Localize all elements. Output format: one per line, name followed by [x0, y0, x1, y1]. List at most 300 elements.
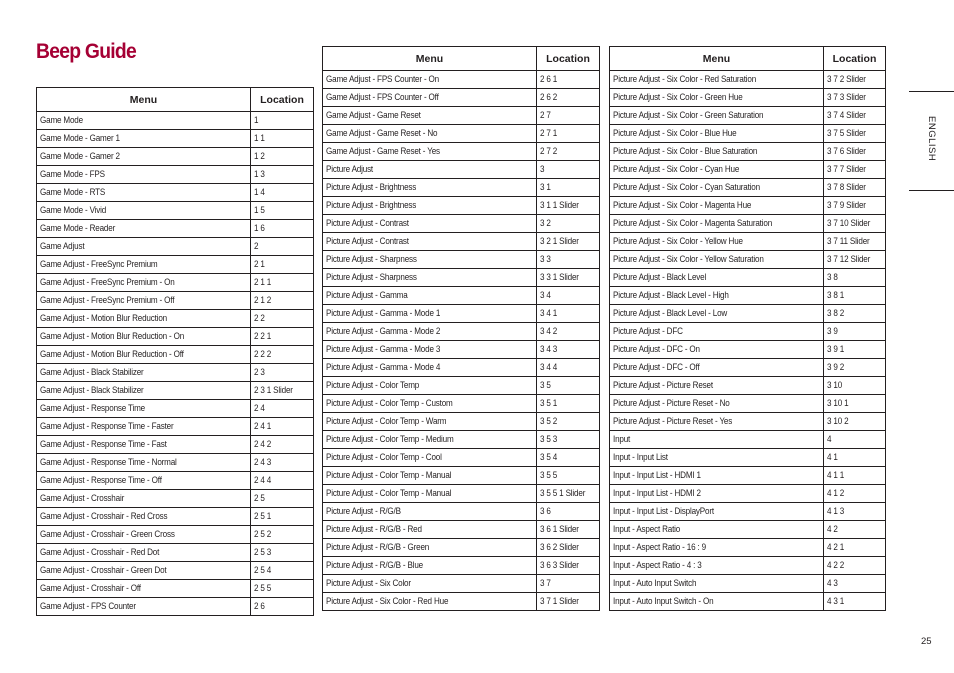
table-row — [37, 544, 314, 562]
table-row — [323, 287, 600, 305]
location-cell — [537, 503, 600, 521]
location-cell-text: 3 6 2 Slider — [540, 542, 579, 552]
location-cell — [537, 287, 600, 305]
menu-cell-text: Picture Adjust - Picture Reset - Yes — [613, 416, 733, 426]
location-cell-text: 2 2 1 — [254, 331, 272, 341]
location-cell-text: 2 1 — [254, 259, 265, 269]
location-cell-text: 3 7 — [540, 578, 551, 588]
location-cell — [537, 377, 600, 395]
menu-cell-text: Game Mode - Vivid — [40, 205, 107, 215]
menu-cell-text: Picture Adjust - Six Color - Magenta Saturation — [613, 218, 773, 228]
menu-cell-text: Picture Adjust - Color Temp — [326, 380, 420, 390]
location-cell — [251, 580, 314, 598]
menu-cell-text: Picture Adjust - Color Temp - Manual — [326, 488, 452, 498]
location-cell-text: 3 7 6 Slider — [827, 146, 866, 156]
table-row — [323, 575, 600, 593]
location-cell — [251, 598, 314, 616]
location-cell — [251, 544, 314, 562]
menu-cell-text: Picture Adjust - Black Level - High — [613, 290, 729, 300]
menu-cell-text: Picture Adjust - Six Color — [326, 578, 411, 588]
location-cell — [824, 557, 886, 575]
table-row — [610, 557, 886, 575]
table-row — [37, 580, 314, 598]
table-row — [610, 89, 886, 107]
table-row — [37, 112, 314, 130]
table-row — [37, 598, 314, 616]
location-cell — [537, 71, 600, 89]
menu-cell — [37, 130, 251, 148]
menu-cell — [37, 166, 251, 184]
menu-cell-text: Picture Adjust - Color Temp - Warm — [326, 416, 447, 426]
table-row — [37, 256, 314, 274]
location-cell-text: 3 4 1 — [540, 308, 558, 318]
location-cell — [537, 215, 600, 233]
menu-cell — [323, 197, 537, 215]
menu-cell-text: Input - Input List - DisplayPort — [613, 506, 714, 516]
location-cell — [251, 184, 314, 202]
location-cell-text: 2 5 4 — [254, 565, 272, 575]
location-column-header: Location — [824, 47, 886, 71]
menu-cell-text: Picture Adjust - Gamma - Mode 3 — [326, 344, 441, 354]
menu-cell-text: Picture Adjust - Color Temp - Manual — [326, 470, 452, 480]
location-cell-text: 3 6 — [540, 506, 551, 516]
location-cell-text: 2 — [254, 241, 259, 251]
menu-cell — [37, 274, 251, 292]
location-cell — [251, 418, 314, 436]
location-cell — [537, 179, 600, 197]
menu-cell-text: Game Mode - RTS — [40, 187, 106, 197]
menu-cell-text: Game Mode - Gamer 1 — [40, 133, 120, 143]
menu-cell-text: Picture Adjust - Six Color - Cyan Hue — [613, 164, 740, 174]
table-row — [323, 413, 600, 431]
location-cell — [537, 251, 600, 269]
location-cell — [537, 449, 600, 467]
menu-cell — [37, 202, 251, 220]
location-cell-text: 3 5 — [540, 380, 551, 390]
table-row — [323, 161, 600, 179]
location-cell-text: 3 7 8 Slider — [827, 182, 866, 192]
menu-cell-text: Picture Adjust - Sharpness — [326, 272, 417, 282]
table-row — [37, 436, 314, 454]
location-cell-text: 3 7 10 Slider — [827, 218, 871, 228]
menu-column-header: Menu — [323, 47, 537, 71]
menu-cell — [323, 89, 537, 107]
menu-cell-text: Picture Adjust - Color Temp - Cool — [326, 452, 442, 462]
location-cell-text: 3 7 5 Slider — [827, 128, 866, 138]
menu-cell — [610, 521, 824, 539]
location-cell — [251, 382, 314, 400]
table-header-row — [37, 88, 314, 112]
location-cell — [537, 107, 600, 125]
menu-cell — [610, 539, 824, 557]
location-cell-text: 3 10 1 — [827, 398, 849, 408]
location-cell-text: 4 2 — [827, 524, 838, 534]
location-cell — [537, 305, 600, 323]
location-cell — [824, 125, 886, 143]
location-cell — [251, 112, 314, 130]
location-cell-text: 3 7 2 Slider — [827, 74, 866, 84]
page-title: Beep Guide — [36, 40, 137, 63]
location-cell — [251, 364, 314, 382]
menu-cell-text: Picture Adjust - Six Color - Magenta Hue — [613, 200, 752, 210]
location-cell-text: 3 2 — [540, 218, 551, 228]
menu-cell-text: Input - Auto Input Switch — [613, 578, 697, 588]
table-row — [37, 490, 314, 508]
language-side-label: ENGLISH — [926, 116, 937, 162]
location-cell-text: 2 5 5 — [254, 583, 272, 593]
menu-cell — [323, 143, 537, 161]
location-cell — [251, 130, 314, 148]
location-cell — [537, 539, 600, 557]
menu-cell — [37, 472, 251, 490]
location-cell-text: 3 5 5 — [540, 470, 558, 480]
location-cell-text: 1 2 — [254, 151, 265, 161]
location-cell — [824, 431, 886, 449]
location-cell-text: 4 2 2 — [827, 560, 845, 570]
menu-cell — [610, 143, 824, 161]
menu-cell-text: Game Adjust - FreeSync Premium - On — [40, 277, 175, 287]
location-cell — [537, 125, 600, 143]
table-row — [610, 125, 886, 143]
menu-cell — [323, 161, 537, 179]
menu-cell-text: Game Adjust - FPS Counter — [40, 601, 136, 611]
table-row — [323, 89, 600, 107]
menu-cell — [610, 431, 824, 449]
location-cell-text: 3 5 4 — [540, 452, 558, 462]
menu-cell-text: Game Adjust — [40, 241, 85, 251]
location-cell — [537, 269, 600, 287]
menu-cell-text: Picture Adjust - Contrast — [326, 218, 409, 228]
location-cell-text: 3 5 1 — [540, 398, 558, 408]
table-row — [37, 346, 314, 364]
location-cell-text: 4 1 2 — [827, 488, 845, 498]
menu-cell-text: Picture Adjust - Six Color - Green Hue — [613, 92, 743, 102]
menu-cell-text: Picture Adjust - Six Color - Yellow Hue — [613, 236, 743, 246]
menu-cell — [323, 287, 537, 305]
table-row — [37, 148, 314, 166]
location-cell — [251, 148, 314, 166]
location-cell-text: 3 4 3 — [540, 344, 558, 354]
location-cell-text: 3 3 — [540, 254, 551, 264]
location-cell — [824, 161, 886, 179]
location-cell-text: 3 5 5 1 Slider — [540, 488, 586, 498]
location-cell-text: 1 3 — [254, 169, 265, 179]
table-row — [323, 197, 600, 215]
table-row — [323, 305, 600, 323]
location-cell-text: 2 6 1 — [540, 74, 558, 84]
menu-cell-text: Picture Adjust - Six Color - Cyan Saturation — [613, 182, 760, 192]
location-cell — [824, 359, 886, 377]
menu-cell-text: Game Adjust - Game Reset — [326, 110, 421, 120]
location-cell-text: 4 3 — [827, 578, 838, 588]
location-cell — [251, 220, 314, 238]
menu-cell — [610, 575, 824, 593]
table-row — [610, 485, 886, 503]
menu-cell-text: Game Mode - Reader — [40, 223, 116, 233]
table-row — [610, 539, 886, 557]
location-cell-text: 3 3 1 Slider — [540, 272, 579, 282]
menu-cell — [323, 305, 537, 323]
location-cell-text: 1 6 — [254, 223, 265, 233]
menu-column-header: Menu — [37, 88, 251, 112]
menu-cell-text: Picture Adjust - Color Temp - Medium — [326, 434, 454, 444]
location-cell — [251, 328, 314, 346]
location-cell-text: 3 10 — [827, 380, 843, 390]
location-cell-text: 2 7 2 — [540, 146, 558, 156]
menu-cell — [610, 269, 824, 287]
menu-cell-text: Game Adjust - Game Reset - Yes — [326, 146, 440, 156]
table-row — [323, 215, 600, 233]
menu-cell — [323, 413, 537, 431]
menu-cell-text: Picture Adjust - Contrast — [326, 236, 409, 246]
table-row — [37, 292, 314, 310]
table-row — [610, 341, 886, 359]
table-row — [610, 323, 886, 341]
table-row — [610, 431, 886, 449]
menu-cell — [323, 125, 537, 143]
beep-guide-table-2 — [322, 46, 600, 611]
location-cell — [537, 413, 600, 431]
beep-guide-table-1 — [36, 87, 314, 616]
menu-cell-text: Game Adjust - Response Time — [40, 403, 145, 413]
location-column-header: Location — [537, 47, 600, 71]
menu-cell-text: Input - Input List - HDMI 2 — [613, 488, 701, 498]
location-cell-text: 4 1 1 — [827, 470, 845, 480]
table-row — [610, 413, 886, 431]
location-cell — [537, 143, 600, 161]
location-cell-text: 2 5 — [254, 493, 265, 503]
menu-cell — [323, 233, 537, 251]
menu-cell — [610, 323, 824, 341]
location-cell — [824, 467, 886, 485]
menu-cell-text: Game Adjust - FPS Counter - Off — [326, 92, 439, 102]
table-row — [37, 328, 314, 346]
menu-cell — [610, 71, 824, 89]
menu-cell-text: Picture Adjust - Six Color - Blue Hue — [613, 128, 737, 138]
menu-cell — [323, 107, 537, 125]
menu-cell — [37, 184, 251, 202]
menu-cell-text: Game Adjust - Motion Blur Reduction — [40, 313, 167, 323]
location-cell-text: 3 8 2 — [827, 308, 845, 318]
menu-cell-text: Picture Adjust - R/G/B — [326, 506, 401, 516]
menu-cell — [37, 220, 251, 238]
location-cell — [251, 436, 314, 454]
location-cell — [251, 310, 314, 328]
menu-cell-text: Picture Adjust - Color Temp - Custom — [326, 398, 453, 408]
menu-cell — [323, 215, 537, 233]
location-cell-text: 3 9 — [827, 326, 838, 336]
table-row — [610, 503, 886, 521]
menu-cell — [37, 436, 251, 454]
table-row — [323, 359, 600, 377]
table-row — [37, 454, 314, 472]
location-cell-text: 3 2 1 Slider — [540, 236, 579, 246]
menu-cell — [610, 377, 824, 395]
menu-cell-text: Game Adjust - Crosshair - Green Dot — [40, 565, 167, 575]
location-cell-text: 3 5 2 — [540, 416, 558, 426]
table-row — [323, 269, 600, 287]
location-cell-text: 3 7 1 Slider — [540, 596, 579, 606]
location-cell — [824, 323, 886, 341]
location-cell-text: 3 10 2 — [827, 416, 849, 426]
menu-cell — [37, 310, 251, 328]
menu-cell-text: Picture Adjust - Gamma - Mode 1 — [326, 308, 441, 318]
location-cell-text: 3 8 — [827, 272, 838, 282]
table-row — [610, 161, 886, 179]
location-cell-text: 2 4 1 — [254, 421, 272, 431]
menu-cell-text: Input - Aspect Ratio - 4 : 3 — [613, 560, 702, 570]
menu-cell — [323, 179, 537, 197]
menu-cell — [37, 454, 251, 472]
location-cell — [251, 490, 314, 508]
location-cell — [824, 215, 886, 233]
menu-cell-text: Game Adjust - Response Time - Normal — [40, 457, 177, 467]
table-row — [323, 71, 600, 89]
table-row — [610, 197, 886, 215]
menu-cell — [37, 328, 251, 346]
location-cell — [824, 575, 886, 593]
menu-cell — [323, 71, 537, 89]
location-cell — [251, 256, 314, 274]
menu-cell — [37, 526, 251, 544]
location-cell-text: 2 3 — [254, 367, 265, 377]
menu-cell-text: Picture Adjust - DFC - Off — [613, 362, 700, 372]
location-cell-text: 3 4 — [540, 290, 551, 300]
menu-cell — [323, 449, 537, 467]
menu-cell — [37, 598, 251, 616]
location-cell — [824, 503, 886, 521]
location-cell-text: 2 6 — [254, 601, 265, 611]
table-row — [323, 557, 600, 575]
menu-cell-text: Game Adjust - Crosshair — [40, 493, 125, 503]
menu-cell — [323, 251, 537, 269]
location-cell-text: 3 9 1 — [827, 344, 845, 354]
location-cell — [824, 143, 886, 161]
table-row — [323, 251, 600, 269]
side-divider-top — [909, 91, 954, 92]
location-cell-text: 2 6 2 — [540, 92, 558, 102]
location-cell-text: 3 7 9 Slider — [827, 200, 866, 210]
menu-cell — [610, 107, 824, 125]
menu-cell — [37, 508, 251, 526]
menu-cell — [323, 485, 537, 503]
location-cell-text: 2 4 2 — [254, 439, 272, 449]
table-row — [323, 395, 600, 413]
table-row — [37, 418, 314, 436]
location-cell — [537, 467, 600, 485]
menu-cell — [610, 503, 824, 521]
menu-cell-text: Game Adjust - Motion Blur Reduction - On — [40, 331, 185, 341]
location-cell-text: 3 8 1 — [827, 290, 845, 300]
location-cell-text: 1 1 — [254, 133, 265, 143]
table-row — [610, 449, 886, 467]
menu-cell — [610, 305, 824, 323]
location-cell-text: 4 2 1 — [827, 542, 845, 552]
location-cell — [824, 287, 886, 305]
menu-cell-text: Game Mode - Gamer 2 — [40, 151, 120, 161]
location-cell — [824, 107, 886, 125]
location-cell-text: 3 7 3 Slider — [827, 92, 866, 102]
location-cell — [824, 593, 886, 611]
location-cell-text: 2 5 3 — [254, 547, 272, 557]
location-cell-text: 1 4 — [254, 187, 265, 197]
menu-cell — [323, 341, 537, 359]
menu-cell-text: Picture Adjust - Black Level - Low — [613, 308, 728, 318]
menu-cell-text: Picture Adjust - Picture Reset — [613, 380, 713, 390]
menu-cell-text: Input - Auto Input Switch - On — [613, 596, 714, 606]
table-row — [37, 184, 314, 202]
menu-column-header: Menu — [610, 47, 824, 71]
menu-cell — [323, 521, 537, 539]
menu-cell — [323, 593, 537, 611]
table-header-row — [610, 47, 886, 71]
menu-cell — [610, 467, 824, 485]
menu-cell — [37, 418, 251, 436]
location-cell-text: 3 — [540, 164, 545, 174]
table-row — [323, 593, 600, 611]
location-cell-text: 2 7 — [540, 110, 551, 120]
menu-cell-text: Picture Adjust - Six Color - Yellow Saturation — [613, 254, 764, 264]
location-cell-text: 3 4 2 — [540, 326, 558, 336]
location-cell-text: 2 2 2 — [254, 349, 272, 359]
location-cell — [824, 71, 886, 89]
location-cell-text: 3 7 11 Slider — [827, 236, 870, 246]
table-row — [610, 215, 886, 233]
menu-cell — [323, 503, 537, 521]
location-cell-text: 2 4 3 — [254, 457, 272, 467]
table-row — [323, 521, 600, 539]
menu-cell-text: Picture Adjust - DFC — [613, 326, 683, 336]
menu-cell — [37, 364, 251, 382]
location-cell-text: 3 6 1 Slider — [540, 524, 579, 534]
location-cell-text: 2 4 4 — [254, 475, 272, 485]
table-row — [37, 310, 314, 328]
menu-cell — [610, 557, 824, 575]
location-cell — [537, 557, 600, 575]
menu-cell — [610, 413, 824, 431]
menu-cell-text: Picture Adjust - R/G/B - Green — [326, 542, 430, 552]
table-row — [610, 593, 886, 611]
location-cell — [537, 323, 600, 341]
location-column-header: Location — [251, 88, 314, 112]
location-cell — [824, 449, 886, 467]
table-row — [37, 526, 314, 544]
menu-cell-text: Picture Adjust - Gamma - Mode 4 — [326, 362, 441, 372]
location-cell — [537, 341, 600, 359]
menu-cell — [323, 431, 537, 449]
menu-cell-text: Game Adjust - Crosshair - Red Cross — [40, 511, 168, 521]
menu-cell-text: Game Adjust - Response Time - Off — [40, 475, 162, 485]
menu-cell — [37, 346, 251, 364]
menu-cell — [37, 544, 251, 562]
menu-cell-text: Game Mode - FPS — [40, 169, 105, 179]
table-header-row — [323, 47, 600, 71]
location-cell — [251, 292, 314, 310]
location-cell — [537, 197, 600, 215]
table-row — [323, 503, 600, 521]
table-row — [610, 143, 886, 161]
menu-cell — [323, 323, 537, 341]
menu-cell — [610, 179, 824, 197]
table-row — [610, 521, 886, 539]
menu-cell — [37, 238, 251, 256]
location-cell-text: 2 1 1 — [254, 277, 272, 287]
location-cell — [824, 233, 886, 251]
menu-cell — [323, 467, 537, 485]
location-cell — [537, 161, 600, 179]
location-cell — [824, 341, 886, 359]
menu-cell-text: Input - Aspect Ratio — [613, 524, 681, 534]
